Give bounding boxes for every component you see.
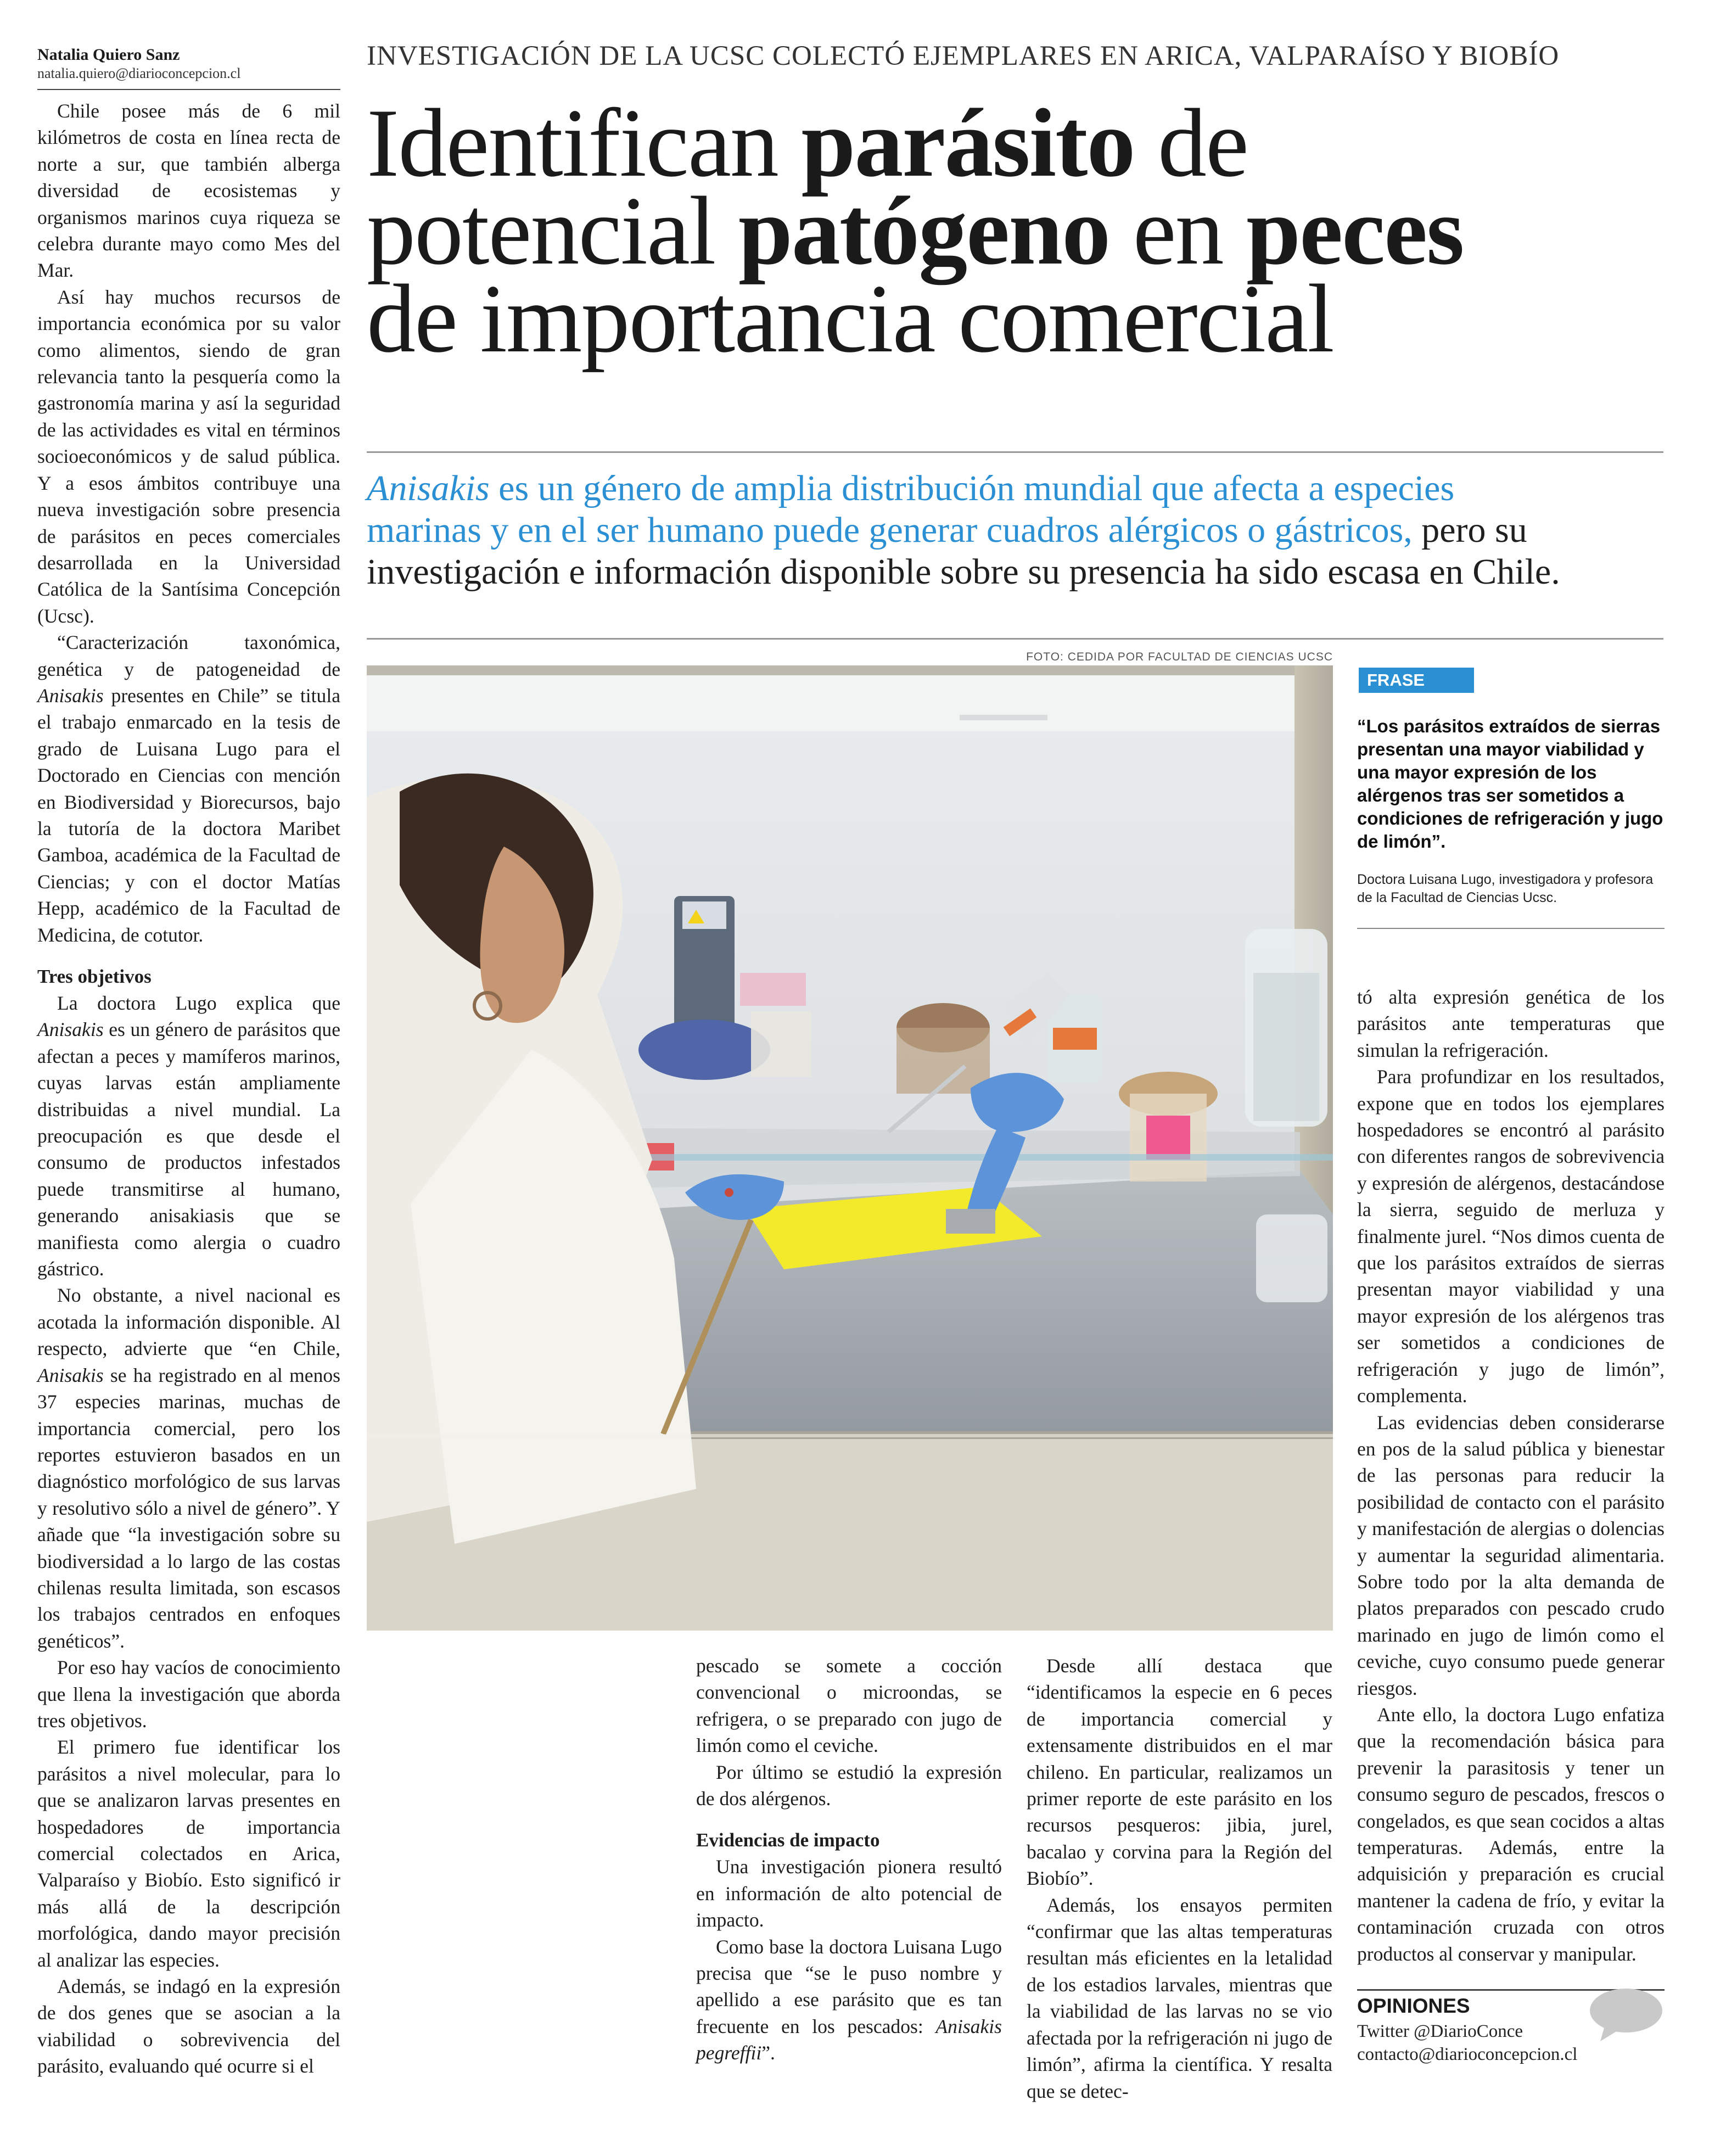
byline [37,45,339,82]
paragraph: Las evidencias deben considerarse en pos de la salud pública y bienestar de las personas para reducir la posibilidad de contacto con el parásito y manifestación de alergias o dolencias y aumentar la seguridad alimentaria. Sobre todo por la alta demanda de platos preparados con pescado crudo marinado en jugo de limón como el ceviche, cuyo consumo puede generar riesgos. [1357,1411,1665,1699]
article-column-2 [696,1653,1002,2067]
headline-divider [367,451,1663,453]
lead-text: pero su [1412,510,1527,550]
paragraph-text: No obstante, a nivel nacional es acotada la información disponible. Al respecto, advierte que “en Chile, [37,1284,340,1360]
headline-line-2 [367,176,1684,285]
headline-text: Identifican [367,88,802,197]
species-name: Anisakis [37,1364,104,1386]
paragraph [37,629,340,948]
paragraph: Para profundizar en los resultados, expone que en todos los ejemplares hospedadores se encontró al parásito con diferentes rangos de sobrevivencia y expresión de alérgenos, destacándose la sierra, seguido de merluza y finalmente jurel. “Nos dimos cuenta de que los parásitos extraídos de sierras presentan mayor viabilidad y una mayor expresión de los alérgenos tras ser sometidos a condiciones de refrigeración y jugo de limón”, complementa. [1357,1066,1665,1407]
paragraph: tó alta expresión genética de los parásitos ante temperaturas que simulan la refrigeración. [1357,986,1665,1061]
paragraph [37,1282,340,1654]
lead-highlight: marinas y en el ser humano puede generar cuadros alérgicos o gástricos, [367,510,1413,550]
lead-text: investigación e información disponible sobre su presencia ha sido escasa en Chile. [367,552,1560,592]
paragraph: Además, se indagó en la expresión de dos genes que se asocian a la viabilidad o sobrevivencia del parásito, evaluando qué ocurre si el [37,1975,340,2077]
species-name: Anisakis pegreffii [696,2015,1002,2064]
headline-bold-text: peces [1246,176,1464,285]
article-column-4 [1357,984,1665,1967]
article-column-3 [1027,1653,1332,2104]
photo-credit: FOTO: CEDIDA POR FACULTAD DE CIENCIAS UCSC [1026,651,1333,663]
headline-bold-text: parásito [801,88,1135,197]
species-name: Anisakis [37,1018,104,1041]
lead-divider [367,638,1663,640]
paragraph-text: La doctora Lugo explica que [57,992,340,1014]
paragraph-text: ”. [761,2042,775,2064]
pull-quote-divider [1357,928,1665,929]
headline-line-3 [367,264,1684,373]
headline-bold-text: patógeno [738,176,1110,285]
lead-line-3 [367,551,1679,593]
paragraph-text: “Caracterización taxonómica, genética y de patogeneidad de [37,631,340,680]
kicker: INVESTIGACIÓN DE LA UCSC COLECTÓ EJEMPLARES EN ARICA, VALPARAÍSO Y BIOBÍO [367,41,1560,71]
lab-photo-illustration [367,665,1333,1631]
paragraph-text: Como base la doctora Luisana Lugo precisa que “se le puso nombre y apellido a ese parásito que es tan frecuente en los pescados: [696,1935,1002,2037]
lead [367,468,1679,593]
species-name: Anisakis [37,684,104,707]
lead-line-2 [367,509,1679,551]
opinions-title: OPINIONES [1357,1995,1470,2017]
paragraph: El primero fue identificar los parásitos a nivel molecular, para lo que se analizaron larvas presentes en hospedadores de importancia comercial colectados en Arica, Valparaíso y Biobío. Esto significó ir más allá de la descripción morfológica, dando mayor precisión al analizar las especies. [37,1736,340,1971]
subheading: Tres objetivos [37,966,152,987]
paragraph-text: se ha registrado en al menos 37 especies marinas, muchas de importancia comercial, pero los reportes estuvieron basados en un diagnóstico morfológico de sus larvas y resolutivo sólo a nivel de género”. Y añade que “la investigación sobre su biodiversidad a lo largo de las costas chilenas resulta limitada, son escasos los trabajos centrados en enfoques genéticos”. [37,1364,340,1652]
paragraph-text: presentes en Chile” se titula el trabajo enmarcado en la tesis de grado de Luisana Lugo para el Doctorado en Ciencias con mención en Biodiversidad y Biorecursos, bajo la tutoría de la doctora Maribet Gamboa, académica de la Facultad de Ciencias; y con el doctor Matías Hepp, académico de la Facultad de Medicina, de cotutor. [37,684,340,946]
lead-highlight: es un género de amplia distribución mundial que afecta a especies [489,468,1455,508]
paragraph [696,1934,1002,2067]
speech-bubble-icon [1588,1987,1664,2042]
paragraph: Desde allí destaca que “identificamos la especie en 6 peces de importancia comercial y extensamente distribuidos en el mar chileno. En particular, realizamos un primer reporte de este parásito en los recursos pesqueros: jibia, jurel, bacalao y corvina para la Región del Biobío”. [1027,1655,1332,1890]
lead-line-1 [367,468,1679,509]
paragraph: Una investigación pionera resultó en información de alto potencial de impacto. [696,1856,1002,1931]
paragraph: Por eso hay vacíos de conocimiento que llena la investigación que aborda tres objetivos. [37,1656,340,1732]
headline-text: en [1109,176,1247,285]
lab-photo [367,665,1333,1631]
paragraph: Así hay muchos recursos de importancia económica por su valor como alimentos, siendo de gran relevancia tanto la pesquería como la gastronomía marina y así la seguridad de las actividades es vital en términos socioeconómicos y de salud pública. Y a esos ámbitos contribuye una nueva investigación sobre presencia de parásitos en peces comerciales desarrollada en la Universidad Católica de la Santísima Concepción (Ucsc). [37,285,340,627]
subheading: Evidencias de impacto [696,1829,880,1851]
frase-label: FRASE [1367,670,1425,690]
opinions-twitter[interactable]: Twitter @DiarioConce [1357,2021,1523,2041]
opinions-email[interactable]: contacto@diarioconcepcion.cl [1357,2045,1578,2064]
paragraph: Además, los ensayos permiten “confirmar que las altas temperaturas resultan más eficientes en la letalidad de los estadios larvales, mientras que la viabilidad de las larvas no se vio afectada por la refrigeración ni jugo de limón”, afirma la científica. Y resalta que se detec- [1027,1894,1332,2102]
headline-text: de [1134,88,1248,197]
paragraph [37,990,340,1282]
pull-quote: “Los parásitos extraídos de sierras presentan una mayor viabilidad y una mayor expresión de los alérgenos tras ser sometidos a condiciones de refrigeración y jugo de limón”. [1357,716,1663,852]
paragraph-text: es un género de parásitos que afectan a peces y mamíferos marinos, cuyas larvas están ampliamente distribuidas a nivel mundial. La preocupación es que desde el consumo de productos infestados puede transmitirse al humano, generando anisakiasis que se manifiesta como alergia o cuadro gástrico. [37,1018,340,1280]
author-name: Natalia Quiero Sanz [37,46,180,64]
paragraph: Ante ello, la doctora Lugo enfatiza que la recomendación básica para prevenir la parasitosis y tener un consumo seguro de pescados, frescos o congelados, es que sean cocidos a altas temperaturas. Además, entre la adquisición y preparación es crucial mantener la cadena de frío, y evitar la contaminación cruzada con otros productos al conservar y manipular. [1357,1703,1665,1965]
pull-quote-attribution: Doctora Luisana Lugo, investigadora y profesora de la Facultad de Ciencias Ucsc. [1357,872,1654,905]
lead-highlight: Anisakis [367,468,490,508]
paragraph: pescado se somete a cocción convencional o microondas, se refrigera, o se preparado con jugo de limón como el ceviche. [696,1655,1002,1757]
paragraph: Chile posee más de 6 mil kilómetros de costa en línea recta de norte a sur, que también alberga diversidad de ecosistemas y organismos marinos cuya riqueza se celebra durante mayo como Mes del Mar. [37,100,340,282]
article-column-1 [37,98,340,2080]
headline-text: de importancia comercial [367,264,1333,373]
headline [367,88,1684,373]
byline-divider [37,89,340,90]
headline-line-1 [367,88,1684,197]
paragraph: Por último se estudió la expresión de dos alérgenos. [696,1761,1002,1810]
author-email: natalia.quiero@diarioconcepcion.cl [37,65,241,81]
headline-text: potencial [367,176,738,285]
